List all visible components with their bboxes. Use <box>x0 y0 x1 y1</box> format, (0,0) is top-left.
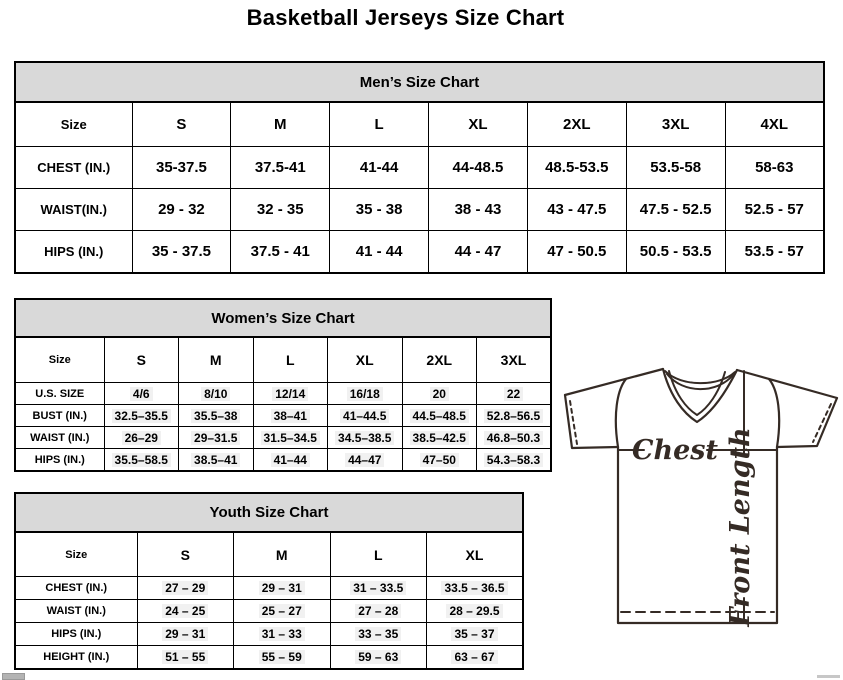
mens-cell <box>132 231 231 273</box>
mens-cell <box>429 146 528 188</box>
youth-table-row <box>15 600 523 623</box>
youth-cell-value: 28 – 29.5 <box>446 604 502 618</box>
mens-cell <box>725 189 824 231</box>
womens-cell-value: 38–41 <box>271 409 310 423</box>
womens-cell <box>402 427 477 449</box>
mens-size-chart-table <box>14 61 825 274</box>
womens-cell <box>328 405 403 427</box>
youth-column-header: L <box>330 532 427 576</box>
womens-table-row <box>15 382 551 404</box>
mens-cell-value: 50.5 - 53.5 <box>639 243 712 261</box>
youth-table-row <box>15 623 523 646</box>
womens-cell <box>179 449 254 471</box>
youth-cell <box>330 600 427 623</box>
youth-cell-value: 31 – 33.5 <box>350 581 406 595</box>
mens-cell <box>330 189 429 231</box>
mens-cell-value: 48.5-53.5 <box>545 158 609 176</box>
mens-cell-value: 35 - 37.5 <box>151 243 212 261</box>
womens-column-header: Size <box>15 337 104 382</box>
youth-table-row <box>15 646 523 669</box>
youth-row-label: HEIGHT (IN.) <box>15 646 137 669</box>
mens-cell <box>429 189 528 231</box>
womens-cell-value: 12/14 <box>272 387 308 401</box>
youth-cell <box>234 600 331 623</box>
youth-cell <box>137 600 234 623</box>
mens-cell-value: 43 - 47.5 <box>547 201 607 219</box>
womens-cell <box>402 382 477 404</box>
mens-chart-title: Men’s Size Chart <box>15 62 824 102</box>
womens-cell <box>477 449 552 471</box>
mens-column-header: M <box>231 102 330 146</box>
youth-cell <box>234 623 331 646</box>
mens-cell-value: 32 - 35 <box>256 201 304 219</box>
womens-cell <box>477 382 552 404</box>
mens-cell-value: 37.5-41 <box>254 158 306 176</box>
youth-cell-value: 29 – 31 <box>259 581 305 595</box>
mens-cell <box>231 146 330 188</box>
mens-cell <box>429 231 528 273</box>
womens-cell <box>253 382 328 404</box>
womens-cell <box>253 449 328 471</box>
chest-label: Chest <box>632 435 718 466</box>
womens-column-header: 2XL <box>402 337 477 382</box>
mens-cell-value: 47 - 50.5 <box>547 243 607 261</box>
jersey-outline-icon <box>565 369 837 623</box>
mens-cell-value: 53.5-58 <box>650 158 702 176</box>
youth-cell-value: 55 – 59 <box>259 650 305 664</box>
womens-chart-title: Women’s Size Chart <box>15 299 551 337</box>
womens-cell-value: 38.5–42.5 <box>410 431 469 445</box>
mens-table-row <box>15 231 824 273</box>
womens-table-row <box>15 449 551 471</box>
youth-cell-value: 33.5 – 36.5 <box>441 581 507 595</box>
youth-cell-value: 31 – 33 <box>259 627 305 641</box>
youth-cell <box>427 623 524 646</box>
youth-cell-value: 25 – 27 <box>259 604 305 618</box>
mens-cell-value: 53.5 - 57 <box>744 243 804 261</box>
mens-cell <box>231 189 330 231</box>
womens-cell <box>402 405 477 427</box>
womens-size-chart-table <box>14 298 552 472</box>
youth-row-label: CHEST (IN.) <box>15 576 137 599</box>
mens-cell <box>330 146 429 188</box>
womens-cell <box>477 427 552 449</box>
mens-row-label: CHEST (IN.) <box>15 146 132 188</box>
mens-cell-value: 44 - 47 <box>454 243 502 261</box>
mens-cell <box>626 146 725 188</box>
youth-cell <box>234 576 331 599</box>
mens-cell <box>527 189 626 231</box>
womens-cell-value: 31.5–34.5 <box>261 431 320 445</box>
youth-row-label: HIPS (IN.) <box>15 623 137 646</box>
front-length-label: Front Length <box>725 427 756 627</box>
mens-cell <box>725 231 824 273</box>
mens-column-header: 4XL <box>725 102 824 146</box>
youth-cell-value: 27 – 28 <box>355 604 401 618</box>
youth-cell-value: 29 – 31 <box>162 627 208 641</box>
mens-cell-value: 58-63 <box>755 158 794 176</box>
mens-column-header: Size <box>15 102 132 146</box>
womens-table <box>14 298 552 472</box>
jersey-measurement-diagram <box>556 360 841 652</box>
womens-cell-value: 26–29 <box>122 431 161 445</box>
womens-cell <box>253 427 328 449</box>
youth-chart-title: Youth Size Chart <box>15 493 523 532</box>
womens-column-header: M <box>179 337 254 382</box>
womens-cell-value: 46.8–50.3 <box>484 431 543 445</box>
youth-column-header: XL <box>427 532 524 576</box>
mens-cell <box>132 189 231 231</box>
mens-cell <box>626 231 725 273</box>
womens-column-header: XL <box>328 337 403 382</box>
youth-cell-value: 59 – 63 <box>355 650 401 664</box>
mens-cell <box>231 231 330 273</box>
womens-cell <box>253 405 328 427</box>
womens-table-row <box>15 405 551 427</box>
mens-column-header: S <box>132 102 231 146</box>
womens-cell <box>328 382 403 404</box>
womens-row-label: BUST (IN.) <box>15 405 104 427</box>
youth-cell-value: 63 – 67 <box>451 650 497 664</box>
youth-cell-value: 51 – 55 <box>162 650 208 664</box>
womens-cell-value: 8/10 <box>201 387 230 401</box>
youth-cell-value: 27 – 29 <box>162 581 208 595</box>
womens-cell-value: 32.5–35.5 <box>112 409 171 423</box>
womens-cell-value: 35.5–38 <box>191 409 240 423</box>
youth-table-row <box>15 576 523 599</box>
youth-cell <box>427 600 524 623</box>
womens-cell-value: 38.5–41 <box>191 453 240 467</box>
womens-cell <box>328 449 403 471</box>
mens-table <box>14 61 825 274</box>
youth-row-label: WAIST (IN.) <box>15 600 137 623</box>
youth-cell <box>427 646 524 669</box>
horizontal-scrollbar-thumb-right[interactable] <box>817 675 840 678</box>
womens-cell-value: 29–31.5 <box>191 431 240 445</box>
mens-cell-value: 35 - 38 <box>355 201 403 219</box>
womens-cell-value: 41–44.5 <box>340 409 389 423</box>
womens-row-label: HIPS (IN.) <box>15 449 104 471</box>
youth-size-chart-table <box>14 492 524 670</box>
youth-cell <box>137 623 234 646</box>
youth-cell <box>330 576 427 599</box>
womens-cell-value: 47–50 <box>420 453 459 467</box>
womens-cell-value: 41–44 <box>271 453 310 467</box>
womens-cell-value: 35.5–58.5 <box>112 453 171 467</box>
womens-column-header: S <box>104 337 179 382</box>
womens-cell-value: 34.5–38.5 <box>335 431 394 445</box>
womens-cell <box>179 382 254 404</box>
womens-cell <box>402 449 477 471</box>
mens-column-header: 3XL <box>626 102 725 146</box>
mens-cell-value: 47.5 - 52.5 <box>639 201 712 219</box>
womens-cell <box>179 405 254 427</box>
mens-cell-value: 37.5 - 41 <box>250 243 310 261</box>
mens-cell-value: 35-37.5 <box>155 158 207 176</box>
womens-cell <box>104 449 179 471</box>
womens-cell-value: 20 <box>430 387 449 401</box>
womens-row-label: WAIST (IN.) <box>15 427 104 449</box>
mens-cell <box>527 146 626 188</box>
mens-cell-value: 52.5 - 57 <box>744 201 804 219</box>
womens-cell-value: 44–47 <box>345 453 384 467</box>
youth-cell-value: 33 – 35 <box>355 627 401 641</box>
womens-cell <box>104 382 179 404</box>
womens-cell-value: 22 <box>504 387 523 401</box>
womens-table-row <box>15 427 551 449</box>
youth-cell-value: 24 – 25 <box>162 604 208 618</box>
youth-column-header: Size <box>15 532 137 576</box>
mens-cell <box>330 231 429 273</box>
mens-cell-value: 41 - 44 <box>355 243 403 261</box>
mens-table-row <box>15 146 824 188</box>
youth-cell <box>137 646 234 669</box>
mens-table-row <box>15 189 824 231</box>
mens-cell <box>725 146 824 188</box>
youth-column-header: S <box>137 532 234 576</box>
youth-cell <box>427 576 524 599</box>
womens-row-label: U.S. SIZE <box>15 382 104 404</box>
womens-cell-value: 52.8–56.5 <box>484 409 543 423</box>
womens-cell <box>477 405 552 427</box>
mens-cell-value: 44-48.5 <box>452 158 504 176</box>
mens-cell <box>132 146 231 188</box>
mens-cell-value: 29 - 32 <box>158 201 205 219</box>
womens-cell <box>328 427 403 449</box>
womens-column-header: L <box>253 337 328 382</box>
womens-cell-value: 16/18 <box>347 387 383 401</box>
womens-column-header: 3XL <box>477 337 552 382</box>
womens-cell <box>104 427 179 449</box>
womens-cell-value: 44.5–48.5 <box>410 409 469 423</box>
page-title: Basketball Jerseys Size Chart <box>246 5 565 30</box>
youth-cell <box>330 623 427 646</box>
youth-cell <box>234 646 331 669</box>
mens-column-header: 2XL <box>527 102 626 146</box>
womens-cell <box>104 405 179 427</box>
mens-cell <box>626 189 725 231</box>
mens-column-header: XL <box>429 102 528 146</box>
mens-cell <box>527 231 626 273</box>
youth-cell <box>330 646 427 669</box>
mens-column-header: L <box>330 102 429 146</box>
mens-row-label: HIPS (IN.) <box>15 231 132 273</box>
youth-cell <box>137 576 234 599</box>
youth-cell-value: 35 – 37 <box>451 627 497 641</box>
mens-cell-value: 41-44 <box>359 158 399 176</box>
womens-cell <box>179 427 254 449</box>
youth-column-header: M <box>234 532 331 576</box>
mens-row-label: WAIST(IN.) <box>15 189 132 231</box>
womens-cell-value: 4/6 <box>130 387 153 401</box>
mens-cell-value: 38 - 43 <box>454 201 502 219</box>
youth-table <box>14 492 524 670</box>
womens-cell-value: 54.3–58.3 <box>484 453 543 467</box>
